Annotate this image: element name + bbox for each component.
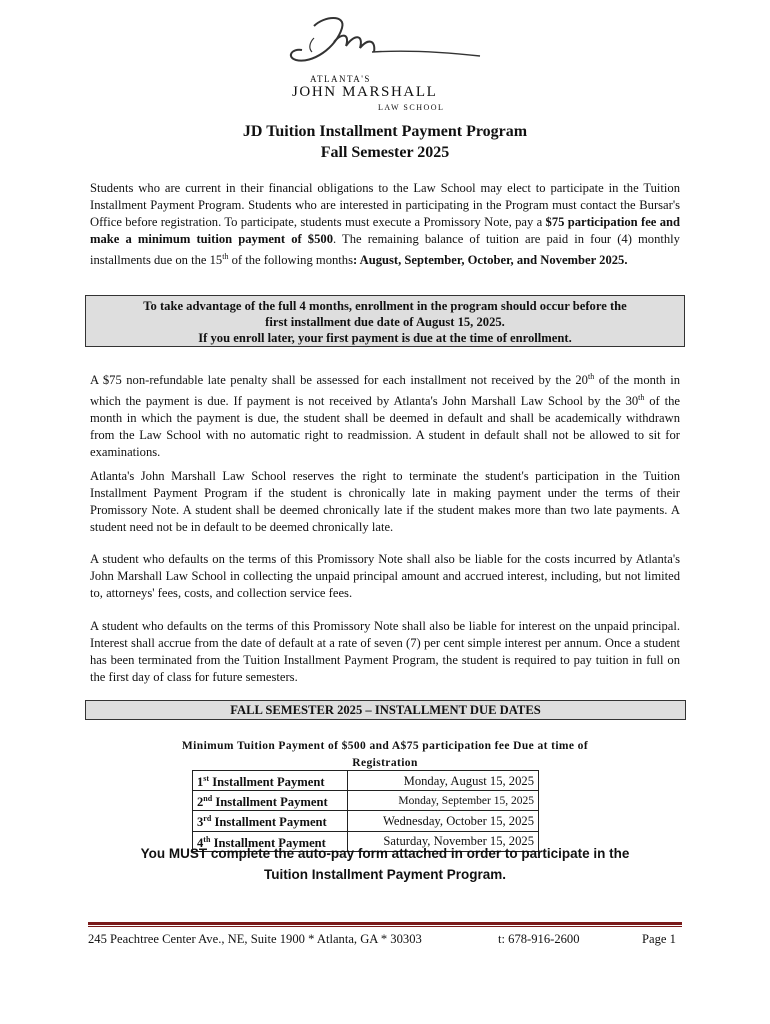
default-interest-paragraph: A student who defaults on the terms of this Promissory Note shall also be liable for interest on the unpaid principal. Interest shall accrue from the date of default at a rate of seven (7) per cent simple interest per annum. Once a student has been terminated from the Tuition Installment Payment Program, the student is required to pay tuition in full on the first day of class for future semesters. xyxy=(90,619,680,684)
logo-john-marshall: JOHN MARSHALL xyxy=(292,84,438,100)
due-dates-header: FALL SEMESTER 2025 – INSTALLMENT DUE DATES xyxy=(85,700,686,720)
installment-date: Monday, August 15, 2025 xyxy=(348,771,539,791)
autopay-line-1: You MUST complete the auto-pay form attached in order to participate in the xyxy=(140,846,630,861)
page-subtitle: Fall Semester 2025 xyxy=(320,144,450,161)
installment-label: 2nd Installment Payment xyxy=(193,791,348,811)
intro-paragraph: Students who are current in their financial obligations to the Law School may elect to participate in the Tuition Installment Payment Program. Students who are interested in participating in the Program must contact the Bursar's Office before registration. To participate, students must execute a Promissory Note, pay a $75 participation fee and make a minimum tuition payment of $500. The remaining balance of tuition are paid in four (4) monthly installments due on the 15th of the following months: August, September, October, and November 2025. xyxy=(90,181,681,268)
table-row xyxy=(193,811,539,831)
school-logo xyxy=(284,12,484,112)
notice-line-3: If you enroll later, your first payment is due at the time of enrollment. xyxy=(198,331,572,345)
footer-address: 245 Peachtree Center Ave., NE, Suite 1900 * Atlanta, GA * 30303 xyxy=(88,932,422,946)
enrollment-notice-box xyxy=(85,295,685,347)
table-row xyxy=(193,791,539,811)
minimum-payment-line-2: Registration xyxy=(352,757,418,769)
notice-line-1: To take advantage of the full 4 months, enrollment in the program should occur before the xyxy=(143,299,627,313)
installment-date: Wednesday, October 15, 2025 xyxy=(348,811,539,831)
footer-page-number: Page 1 xyxy=(642,932,676,946)
autopay-required-notice xyxy=(85,843,685,885)
minimum-payment-line-1: Minimum Tuition Payment of $500 and A$75 participation fee Due at time of xyxy=(181,740,589,752)
logo-law-school: LAW SCHOOL xyxy=(378,103,445,112)
termination-paragraph: Atlanta's John Marshall Law School reserves the right to terminate the student's participation in the Tuition Installment Payment Program if the student is chronically late in making payment under the terms of their Promissory Note. A student shall be deemed chronically late if the student makes more than two late payments. A student need not be in default to be deemed chronically late. xyxy=(90,469,680,534)
footer-divider-thin xyxy=(88,926,682,927)
installment-label: 1st Installment Payment xyxy=(193,771,348,791)
installment-date: Saturday, November 15, 2025 xyxy=(348,831,539,851)
page-title: JD Tuition Installment Payment Program xyxy=(242,123,528,140)
installment-date: Monday, September 15, 2025 xyxy=(348,791,539,811)
installment-label: 3rd Installment Payment xyxy=(193,811,348,831)
installment-label: 4th Installment Payment xyxy=(193,831,348,851)
notice-line-2: first installment due date of August 15, 2025. xyxy=(265,315,505,329)
table-row xyxy=(193,771,539,791)
jm-monogram-icon xyxy=(284,12,484,74)
footer-divider xyxy=(88,922,682,925)
footer-phone: t: 678-916-2600 xyxy=(498,932,580,946)
minimum-payment-heading xyxy=(110,738,660,772)
collection-costs-paragraph: A student who defaults on the terms of this Promissory Note shall also be liable for the costs incurred by Atlanta's John Marshall Law School in collecting the unpaid principal amount and accrued interest, including, but not limited to, attorneys' fees, costs, and collection service fees. xyxy=(90,552,680,600)
logo-atlantas: ATLANTA'S xyxy=(310,74,371,84)
autopay-line-2: Tuition Installment Payment Program. xyxy=(263,867,507,882)
installment-schedule-table xyxy=(192,770,539,852)
late-penalty-paragraph: A $75 non-refundable late penalty shall be assessed for each installment not received by the 20th of the month in which the payment is due. If payment is not received by Atlanta's John Marshall Law School by the 30th of the month in which the payment is due, the student shall be deemed in default and shall be academically withdrawn from the Law School with no automatic right to readmission. A student in default shall not be allowed to sit for examinations. xyxy=(90,372,680,460)
